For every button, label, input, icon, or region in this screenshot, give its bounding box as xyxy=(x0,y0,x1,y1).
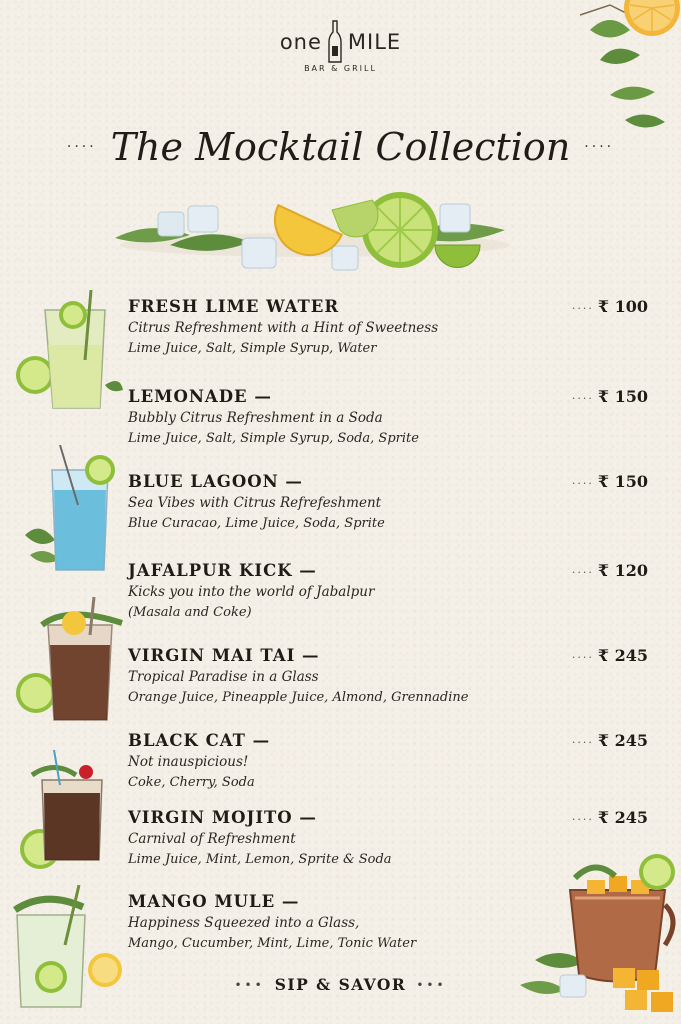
item-ingredients: Orange Juice, Pineapple Juice, Almond, Grennadine xyxy=(128,690,469,705)
logo-subtitle: BAR & GRILL xyxy=(304,64,377,73)
item-tagline: Happiness Squeezed into a Glass, xyxy=(128,915,360,931)
item-price-value: ₹ 245 xyxy=(597,808,648,827)
black-cat-glass xyxy=(14,745,125,875)
blue-lagoon-glass xyxy=(20,445,125,575)
item-ingredients: Lime Juice, Mint, Lemon, Sprite & Soda xyxy=(128,852,392,867)
item-tagline: Sea Vibes with Citrus Refrefeshment xyxy=(128,495,382,511)
menu-item xyxy=(128,646,648,705)
item-name: FRESH LIME WATER xyxy=(128,297,340,316)
item-tagline: Citrus Refreshment with a Hint of Sweetness xyxy=(128,320,439,336)
item-tagline: Kicks you into the world of Jabalpur xyxy=(128,584,375,600)
item-tagline: Bubbly Citrus Refreshment in a Soda xyxy=(128,410,383,426)
item-price-value: ₹ 245 xyxy=(597,646,648,665)
item-name: VIRGIN MOJITO — xyxy=(128,808,317,827)
item-name: JAFALPUR KICK — xyxy=(128,561,317,580)
price-dots: ···· xyxy=(571,736,594,749)
item-tagline: Not inauspicious! xyxy=(128,754,249,770)
item-name: MANGO MULE — xyxy=(128,892,300,911)
item-price xyxy=(572,646,648,665)
item-price-value: ₹ 120 xyxy=(597,561,648,580)
menu-item xyxy=(128,297,648,356)
item-price xyxy=(572,561,648,580)
item-ingredients: (Masala and Coke) xyxy=(128,605,252,620)
price-dots: ···· xyxy=(571,477,594,490)
item-ingredients: Lime Juice, Salt, Simple Syrup, Water xyxy=(128,341,377,356)
item-price-value: ₹ 150 xyxy=(597,387,648,406)
fresh-lime-water-glass xyxy=(15,290,125,415)
menu-item xyxy=(128,808,648,867)
logo-left-word: one xyxy=(279,30,322,54)
lime-garnish-illustration xyxy=(110,190,520,280)
mai-tai-glass xyxy=(12,595,125,725)
brand-logo xyxy=(0,20,681,73)
price-dots: ···· xyxy=(571,392,594,405)
item-ingredients: Mango, Cucumber, Mint, Lime, Tonic Water xyxy=(128,936,417,951)
menu-item xyxy=(128,892,528,951)
item-ingredients: Coke, Cherry, Soda xyxy=(128,775,255,790)
menu-item xyxy=(128,731,648,790)
item-price-value: ₹ 245 xyxy=(597,731,648,750)
item-ingredients: Blue Curacao, Lime Juice, Soda, Sprite xyxy=(128,516,385,531)
item-tagline: Tropical Paradise in a Glass xyxy=(128,669,319,685)
footer-tagline: SIP & SAVOR xyxy=(274,975,407,994)
item-name: BLACK CAT — xyxy=(128,731,271,750)
price-dots: ···· xyxy=(571,813,594,826)
item-name: VIRGIN MAI TAI — xyxy=(128,646,320,665)
item-name: LEMONADE — xyxy=(128,387,272,406)
title-row xyxy=(0,125,681,169)
page-title: The Mocktail Collection xyxy=(110,125,571,169)
price-dots: ···· xyxy=(571,302,594,315)
title-dots-left: ···· xyxy=(66,139,97,155)
item-name: BLUE LAGOON — xyxy=(128,472,303,491)
footer-dots-right: ••• xyxy=(416,977,447,992)
item-price xyxy=(572,731,648,750)
item-price-value: ₹ 100 xyxy=(597,297,648,316)
footer-dots-left: ••• xyxy=(234,977,265,992)
price-dots: ···· xyxy=(571,566,594,579)
item-tagline: Carnival of Refreshment xyxy=(128,831,296,847)
item-price xyxy=(572,808,648,827)
item-price-value: ₹ 150 xyxy=(597,472,648,491)
item-price xyxy=(572,387,648,406)
mojito-glass xyxy=(5,885,130,1015)
item-price xyxy=(572,472,648,491)
menu-item xyxy=(128,561,648,620)
footer xyxy=(0,975,681,994)
menu-item xyxy=(128,472,648,531)
logo-right-word: MILE xyxy=(347,30,402,54)
menu-item xyxy=(128,387,648,446)
item-ingredients: Lime Juice, Salt, Simple Syrup, Soda, Sprite xyxy=(128,431,419,446)
item-price xyxy=(572,297,648,316)
bottle-icon xyxy=(328,20,342,64)
title-dots-right: ···· xyxy=(584,139,615,155)
price-dots: ···· xyxy=(571,651,594,664)
